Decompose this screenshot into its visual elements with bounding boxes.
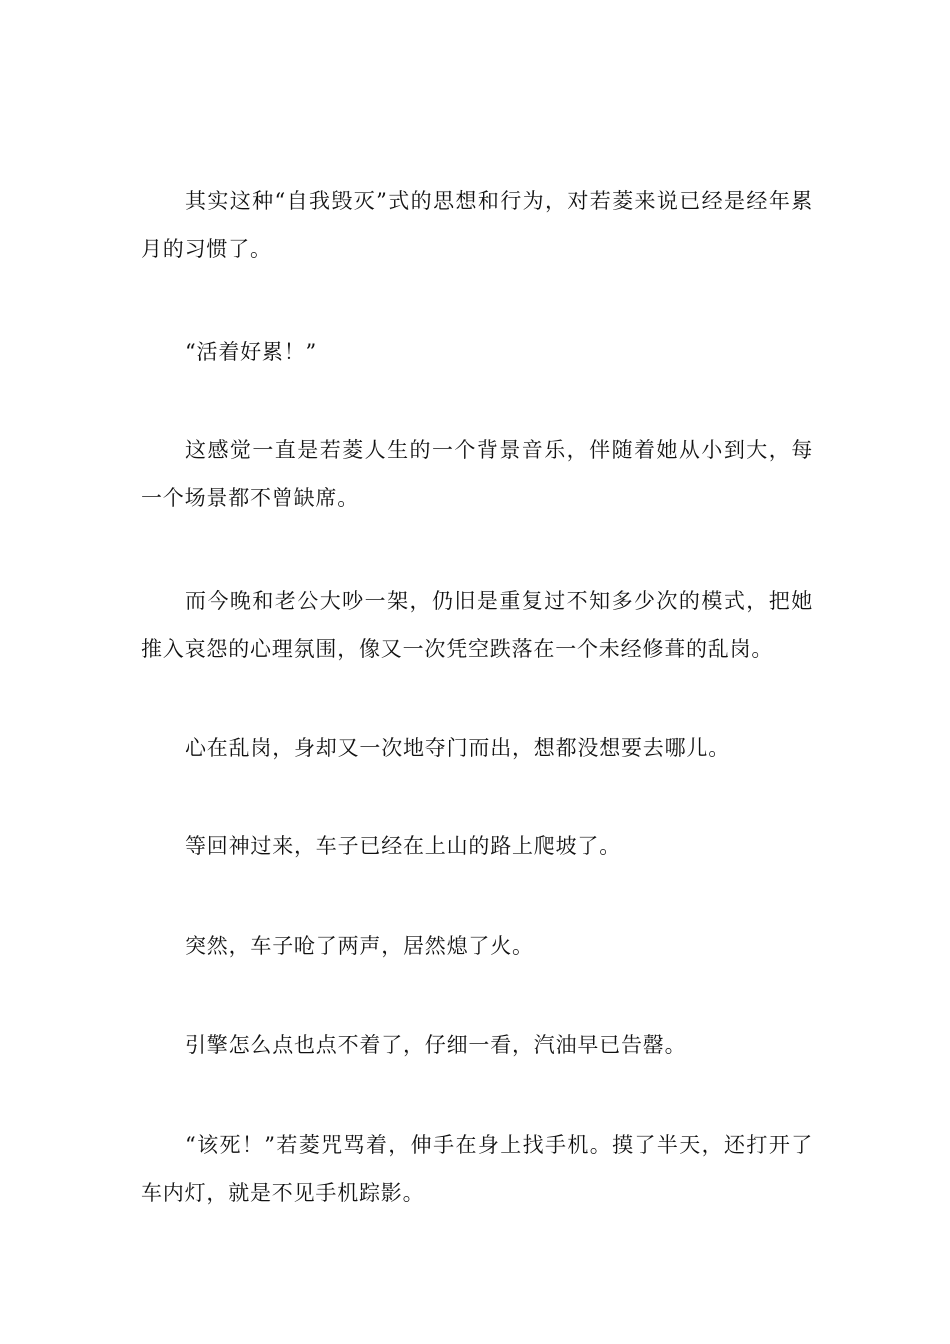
paragraph-out-of-gas: 引擎怎么点也点不着了，仔细一看，汽油早已告罄。 — [185, 1033, 687, 1057]
paragraph-background-music: 这感觉一直是若菱人生的一个背景音乐，伴随着她从小到大，每一个场景都不曾缺席。 — [141, 438, 813, 510]
paragraph-argument: 而今晚和老公大吵一架，仍旧是重复过不知多少次的模式，把她推入哀怨的心理氛围，像又一次凭空跌落在一个未经修葺的乱岗。 — [141, 589, 813, 661]
paragraph-quote-tired: “活着好累！” — [185, 340, 318, 364]
paragraph-habit: 其实这种“自我毁灭”式的思想和行为，对若菱来说已经是经年累月的习惯了。 — [141, 189, 813, 261]
paragraph-leaving-home: 心在乱岗，身却又一次地夺门而出，想都没想要去哪儿。 — [185, 736, 730, 760]
paragraph-driving-uphill: 等回神过来，车子已经在上山的路上爬坡了。 — [185, 834, 621, 858]
paragraph-engine-stalls: 突然，车子呛了两声，居然熄了火。 — [185, 934, 534, 958]
paragraph-missing-phone: “该死！”若菱咒骂着，伸手在身上找手机。摸了半天，还打开了车内灯，就是不见手机踪影。 — [141, 1133, 813, 1205]
